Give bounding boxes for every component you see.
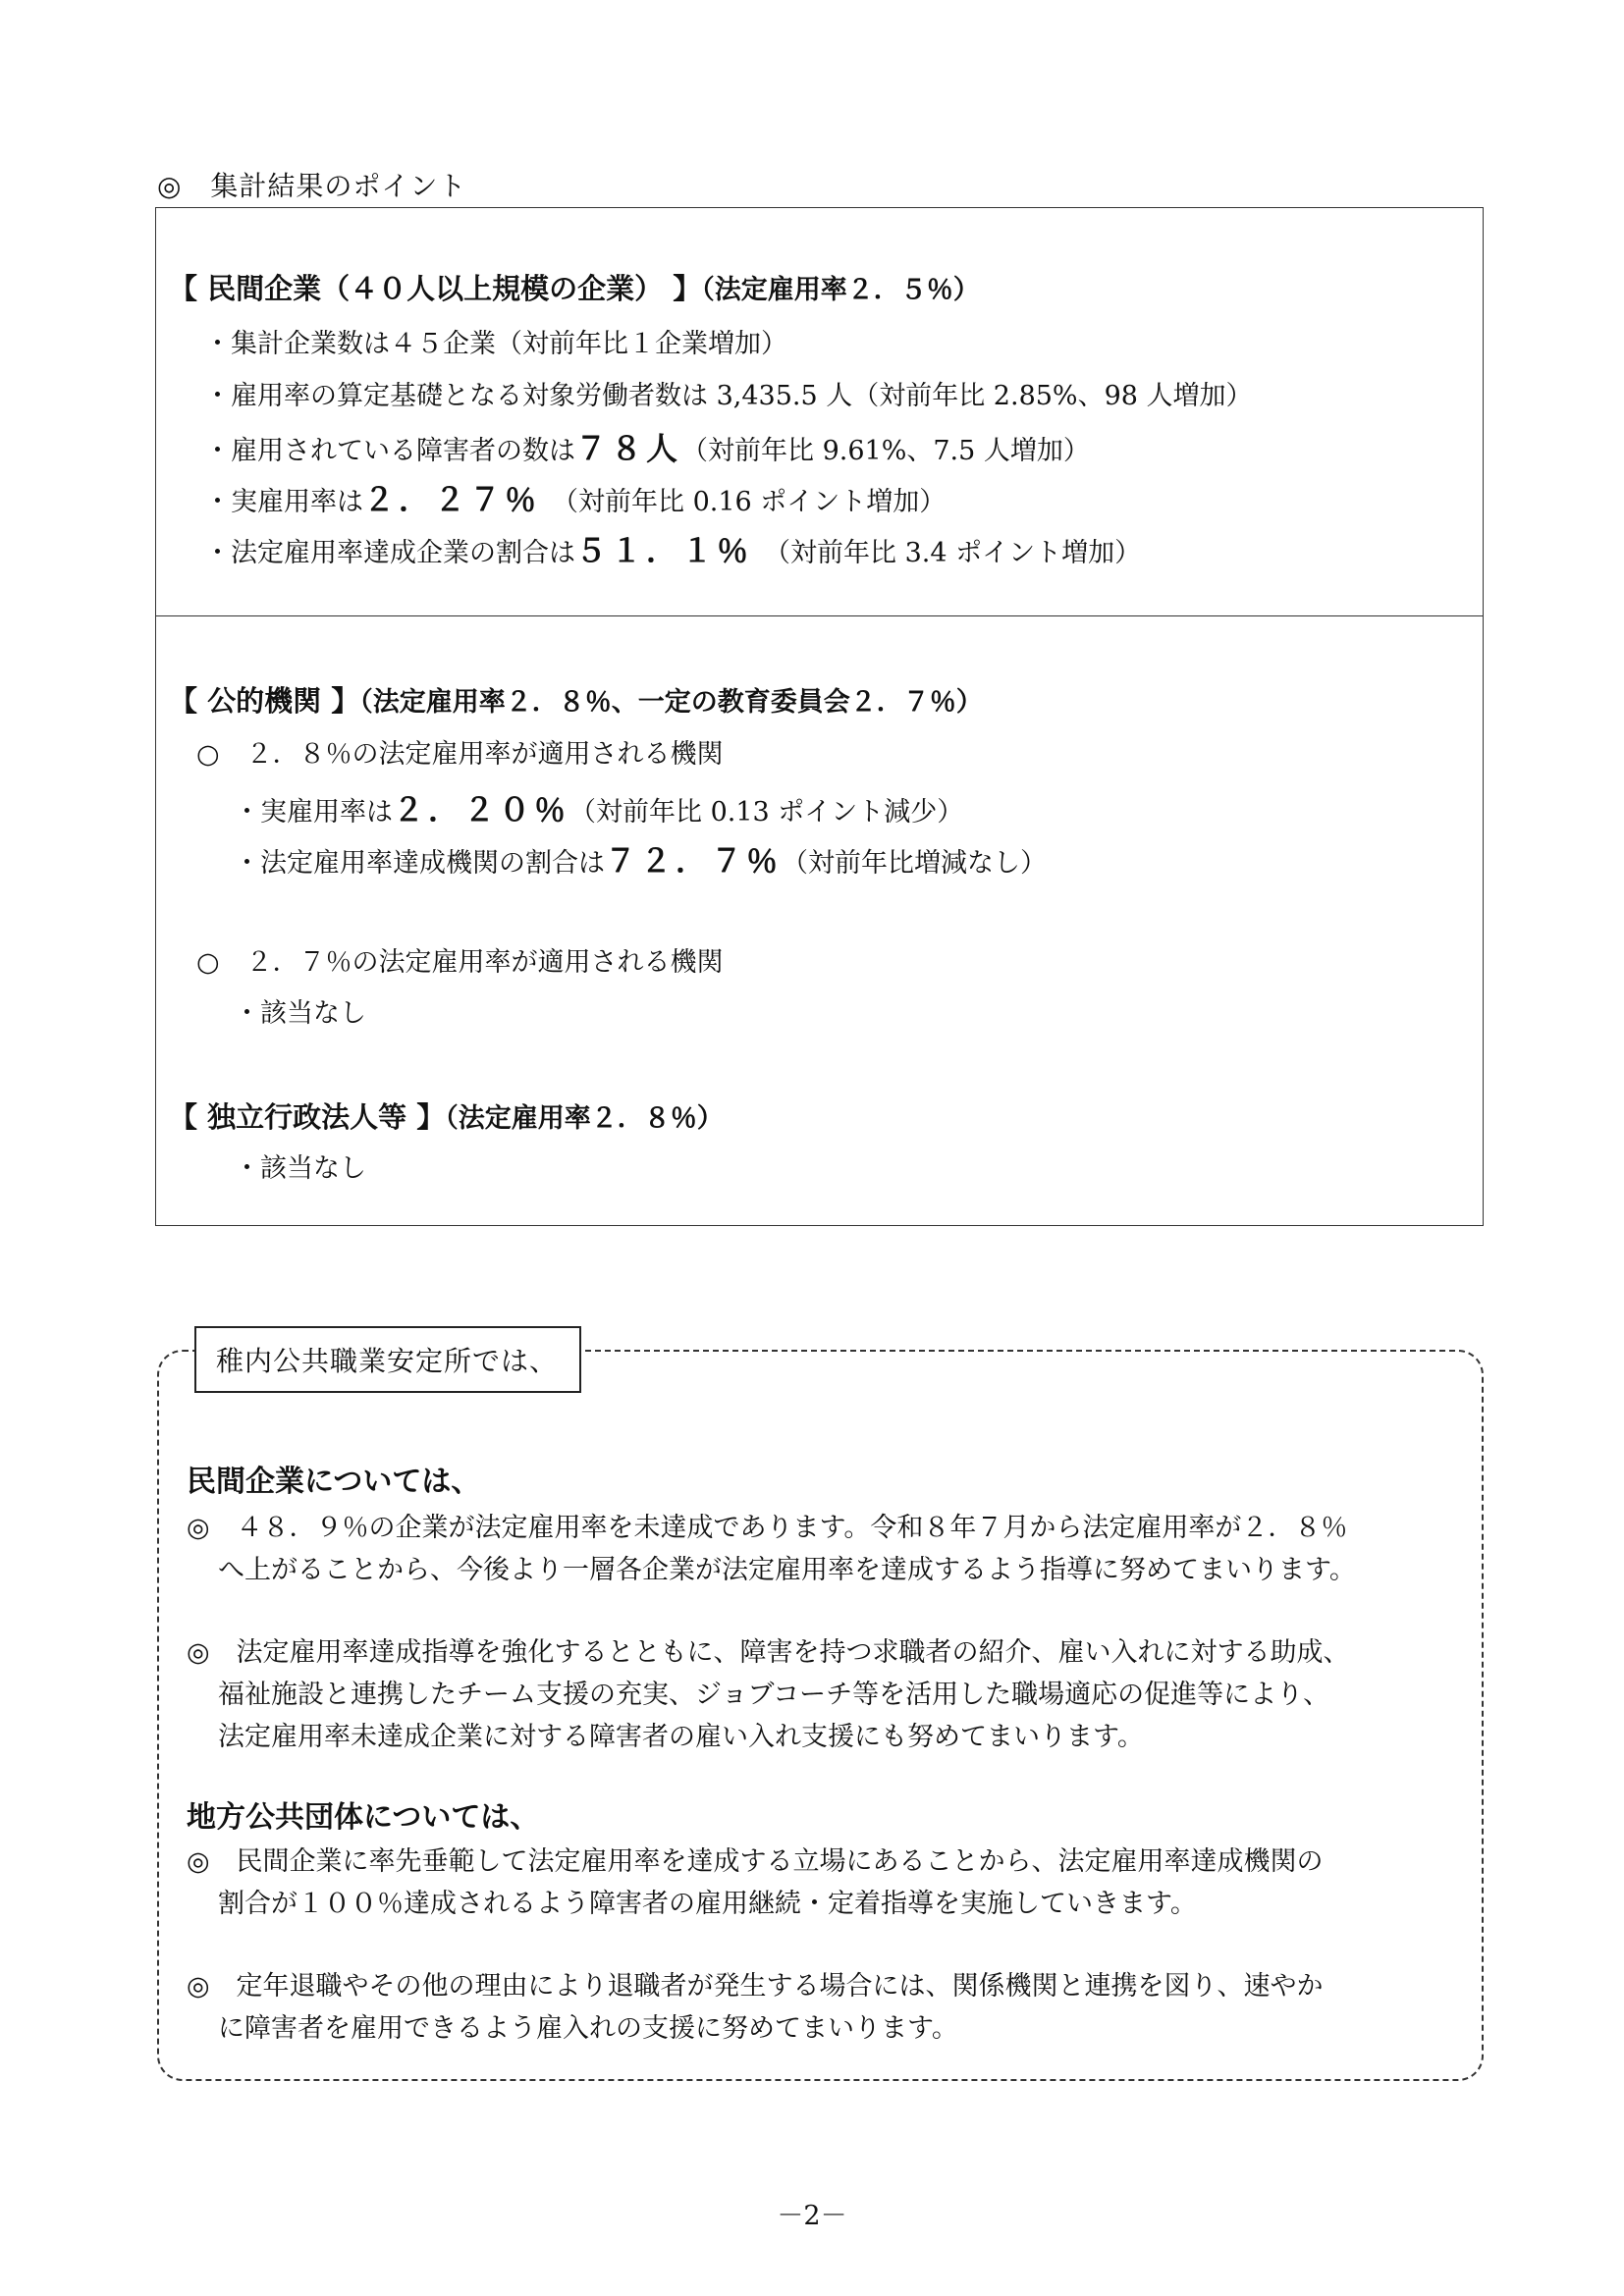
office-p1-line2: へ上がることから、今後より一層各企業が法定雇用率を達成するよう指導に努めてまいります。: [218, 1555, 1356, 1585]
g1-achieve-suffix: （対前年比増減なし）: [782, 848, 1048, 879]
private-bullet-actual-rate: [204, 475, 946, 520]
public-g1-actual-rate: [234, 785, 963, 830]
private-bullet-companies: ・集計企業数は４５企業（対前年比１企業増加）: [204, 329, 787, 359]
private-subheading: 民間企業については、: [187, 1465, 481, 1499]
actual-rate-suffix: （対前年比 0.16 ポイント増加）: [552, 487, 947, 517]
public-g1-achievement: [234, 836, 1047, 881]
achievement-value: ５１．１％: [575, 532, 753, 569]
office-p3-line1: ◎ 民間企業に率先垂範して法定雇用率を達成する立場にあることから、法定雇用率達成機関の: [187, 1846, 1324, 1877]
achievement-suffix: （対前年比 3.4 ポイント増加）: [764, 538, 1142, 568]
public-group2-title: ○ ２．７％の法定雇用率が適用される機関: [196, 947, 724, 978]
public-group1-title: ○ ２．８％の法定雇用率が適用される機関: [196, 739, 724, 770]
g1-achieve-value: ７２．７％: [605, 842, 783, 880]
office-p4-line1: ◎ 定年退職やその他の理由により退職者が発生する場合には、関係機関と連携を図り、速やか: [187, 1971, 1324, 2002]
private-sector-rate-note: （法定雇用率２．５％）: [701, 275, 980, 305]
public-agency-rate-note: （法定雇用率２．８％、一定の教育委員会２．７％）: [359, 687, 983, 718]
achievement-prefix: ・法定雇用率達成企業の割合は: [204, 538, 575, 568]
office-p2-line1: ◎ 法定雇用率達成指導を強化するとともに、障害を持つ求職者の紹介、雇い入れに対する助成、: [187, 1637, 1350, 1668]
summary-heading: ◎ 集計結果のポイント: [157, 170, 467, 202]
public-agency-title-text: 【 公的機関 】: [169, 684, 360, 718]
independent-title-text: 【 独立行政法人等 】: [169, 1100, 446, 1134]
office-p4-line2: に障害者を雇用できるよう雇入れの支援に努めてまいります。: [218, 2013, 958, 2044]
actual-rate-prefix: ・実雇用率は: [204, 487, 363, 517]
summary-box-divider: [156, 615, 1483, 616]
private-sector-title-text: 【 民間企業（４０人以上規模の企業） 】: [169, 272, 702, 305]
private-bullet-workers: ・雇用率の算定基礎となる対象労働者数は 3,435.5 人（対前年比 2.85%、98 人増加）: [204, 381, 1253, 411]
public-agency-title: [169, 679, 983, 720]
office-p1-line1: ◎ ４８．９％の企業が法定雇用率を未達成であります。令和８年７月から法定雇用率が２．８％: [187, 1513, 1348, 1543]
private-bullet-achievement: [204, 526, 1141, 571]
page-number: －2－: [777, 2201, 847, 2231]
employed-value: ７８人: [575, 430, 682, 467]
local-gov-subheading: 地方公共団体については、: [187, 1800, 540, 1835]
g1-actual-value: ２．２０％: [393, 791, 570, 828]
private-bullet-employed: [204, 424, 1090, 469]
g1-achieve-prefix: ・法定雇用率達成機関の割合は: [234, 848, 605, 879]
g1-actual-prefix: ・実雇用率は: [234, 797, 393, 828]
office-p2-line2: 福祉施設と連携したチーム支援の充実、ジョブコーチ等を活用した職場適応の促進等により、: [218, 1680, 1330, 1710]
independent-rate-note: （法定雇用率２．８％）: [445, 1103, 724, 1134]
independent-item: ・該当なし: [234, 1153, 366, 1184]
office-p2-line3: 法定雇用率未達成企業に対する障害者の雇い入れ支援にも努めてまいります。: [218, 1722, 1144, 1752]
actual-rate-value: ２．２７％: [363, 481, 541, 518]
independent-title: [169, 1095, 724, 1136]
g1-actual-suffix: （対前年比 0.13 ポイント減少）: [569, 797, 964, 828]
employed-prefix: ・雇用されている障害者の数は: [204, 436, 575, 466]
employed-suffix: （対前年比 9.61%、7.5 人増加）: [681, 436, 1090, 466]
office-p3-line2: 割合が１００％達成されるよう障害者の雇用継続・定着指導を実施していきます。: [218, 1889, 1197, 1919]
public-group2-item: ・該当なし: [234, 998, 366, 1029]
office-label: 稚内公共職業安定所では、: [194, 1326, 581, 1393]
private-sector-title: [169, 267, 980, 307]
